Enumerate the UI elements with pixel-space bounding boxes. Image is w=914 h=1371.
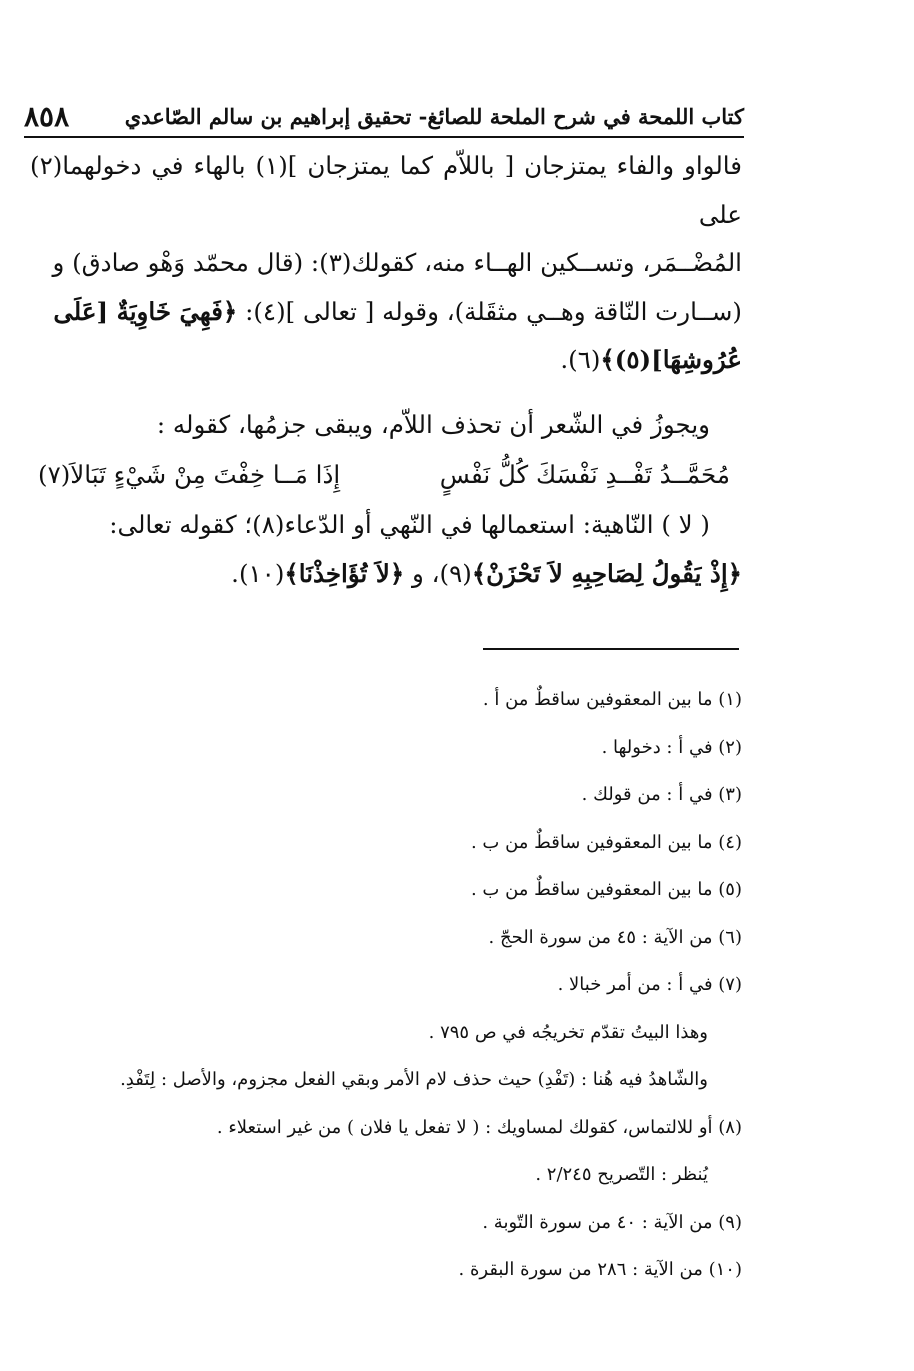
footnote: (٢) في أ : دخولها . — [601, 736, 742, 758]
footnote-continuation: وهذا البيتُ تقدّم تخريجُه في ص ٧٩٥ . — [428, 1021, 708, 1043]
page-number: ٨٥٨ — [24, 99, 70, 133]
main-text — [30, 142, 742, 598]
footnote-divider — [483, 648, 739, 650]
footnote: (١) ما بين المعقوفين ساقطٌ من أ . — [482, 689, 742, 710]
footnote: (٦) من الآية : ٤٥ من سورة الحجّ . — [488, 926, 742, 948]
quran-quote: عُرُوشِهَا](٥)﴾ — [600, 345, 742, 374]
footnote-continuation: يُنظر : التّصريح ٢/٢٤٥ . — [535, 1164, 708, 1185]
verse-first-hemistich: مُحَمَّــدُ تَفْــدِ نَفْسَكَ كُلُّ نَفْسٍ — [439, 460, 730, 489]
footnotes — [80, 676, 742, 1294]
footnote: (٧) في أ : من أمر خبالا . — [557, 974, 742, 995]
footnote: (١٠) من الآية : ٢٨٦ من سورة البقرة . — [458, 1259, 742, 1280]
running-title: كتاب اللمحة في شرح الملحة للصائغ- تحقيق إبراهيم بن سالم الصّاعدي — [124, 103, 744, 129]
verse-second-hemistich: إِذَا مَــا خِفْتَ مِنْ شَيْءٍ تَبَالاَ(٧) — [38, 460, 341, 489]
footnote-ref: (٦). — [560, 345, 601, 374]
body-line — [30, 550, 742, 599]
footnote: (٩) من الآية : ٤٠ من سورة التّوبة . — [482, 1211, 742, 1233]
footnote: (٣) في أ : من قولك . — [581, 784, 742, 805]
paragraph: ويجوزُ في الشّعر أن تحذف اللاّم، ويبقى جزمُها، كقوله : — [156, 409, 710, 439]
body-text-segment: (ســارت النّاقة وهــي مثقَلة)، وقوله [ تعالى ](٤): — [237, 296, 742, 326]
quran-quote: ﴿فَهِيَ خَاوِيَةٌ [عَلَى — [53, 296, 238, 326]
footnote: (٨) أو للالتماس، كقولك لمساويك : ( لا تفعل يا فلان ) من غير استعلاء . — [216, 1116, 742, 1138]
paragraph: ( لا ) النّاهية: استعمالها في النّهي أو الدّعاء(٨)؛ كقوله تعالى: — [109, 510, 710, 539]
quran-quote: ﴿لاَ تُؤَاخِذْنَا﴾ — [284, 558, 405, 588]
footnote-ref: (١٠). — [231, 558, 285, 588]
body-line: فالواو والفاء يمتزجان [ باللاّم كما يمتزجان ](١) بالهاء في دخولهما(٢) على — [30, 151, 742, 229]
body-line — [30, 336, 742, 385]
footnote-continuation: والشّاهدُ فيه هُنا : (تَفْدِ) حيث حذف لام الأمر وبقي الفعل مجزوم، والأصل : لِتَفْدِ. — [120, 1069, 708, 1090]
footnote: (٤) ما بين المعقوفين ساقطٌ من ب . — [470, 831, 742, 853]
footnote-ref: (٩)، و — [404, 558, 472, 588]
quran-quote: ﴿إِذْ يَقُولُ لِصَاحِبِهِ لاَ تَحْزَنْ﴾ — [471, 558, 742, 588]
body-line: المُضْــمَر، وتســكين الهــاء منه، كقولك(٣): (قال محمّد وَهْو صادق) و — [52, 248, 742, 277]
poetry-verse — [30, 449, 742, 501]
footnote: (٥) ما بين المعقوفين ساقطٌ من ب . — [470, 879, 742, 900]
body-line — [30, 288, 742, 337]
page-header — [24, 96, 744, 138]
